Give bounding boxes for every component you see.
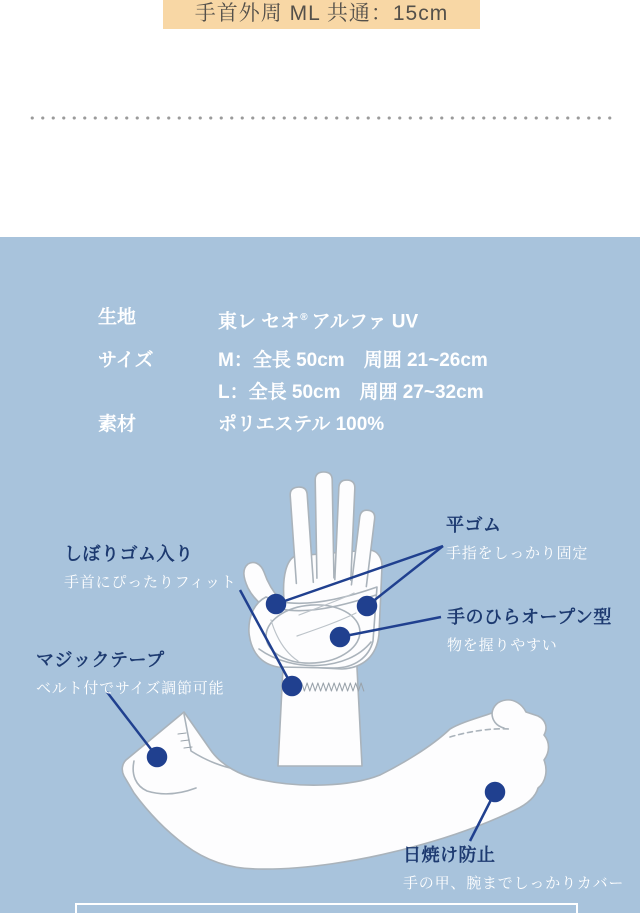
spec-value-fabric: 東レ セオ® アルファ UV	[218, 311, 419, 333]
callout-uv-protection	[403, 841, 624, 893]
callout-dot-flat-elastic-right	[358, 597, 376, 615]
callout-title: マジックテープ	[36, 650, 165, 670]
callout-dot-open-palm	[331, 628, 349, 646]
dotted-divider	[27, 116, 613, 120]
spec-label-material: 素材	[98, 414, 137, 436]
callout-caption: 手指をしっかり固定	[446, 545, 589, 562]
callout-open-palm	[447, 603, 612, 655]
callout-line-velcro	[107, 692, 157, 757]
callout-title: 平ゴム	[446, 515, 502, 535]
callout-caption: 手の甲、腕までしっかりカバー	[403, 875, 625, 892]
spec-label-size: サイズ	[98, 350, 154, 372]
callout-shirred-elastic	[64, 540, 237, 592]
callout-title: 日焼け防止	[403, 845, 496, 865]
bottom-info-box	[75, 903, 578, 913]
callout-title: しぼりゴム入り	[64, 544, 194, 564]
callout-caption: ベルト付でサイズ調節可能	[36, 680, 225, 697]
callout-caption: 物を握りやすい	[447, 637, 558, 654]
registered-mark: ®	[300, 312, 308, 323]
palm-glove-illustration	[244, 472, 382, 766]
size-note-badge	[163, 0, 480, 29]
callout-dot-shirred-elastic	[283, 677, 301, 695]
callout-title: 手のひらオープン型	[447, 607, 612, 627]
spec-value-material: ポリエステル 100%	[218, 414, 385, 436]
callout-dot-uv	[486, 783, 504, 801]
size-note-text: 手首外周 ML 共通：15cm	[194, 2, 449, 25]
spec-value-size-l: L：全長 50cm 周囲 27~32cm	[218, 382, 484, 404]
middle-finger	[315, 472, 334, 578]
callout-dot-flat-elastic-left	[267, 595, 285, 613]
spec-label-fabric: 生地	[98, 307, 137, 328]
callout-dot-velcro	[148, 748, 166, 766]
spec-value-size-m: M：全長 50cm 周囲 21~26cm	[218, 350, 488, 372]
spec-and-diagram-section	[0, 237, 640, 913]
callout-flat-elastic	[446, 511, 588, 563]
ring-finger	[335, 480, 355, 581]
callout-velcro-tape	[36, 646, 224, 698]
callout-caption: 手首にぴったりフィット	[64, 574, 237, 591]
